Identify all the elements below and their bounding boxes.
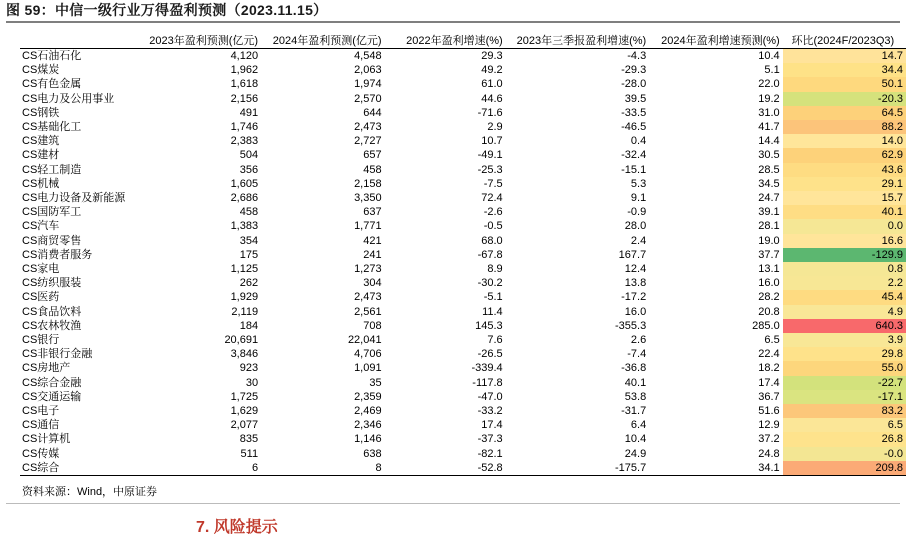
qoq-cell: 2.2 [783,276,906,290]
industry-name-cell: CS消费者服务 [22,248,93,261]
growth-2024-forecast-cell: 36.7 [758,390,780,403]
growth-2022-cell: -33.2 [477,405,503,418]
industry-name-cell: CS机械 [22,177,60,190]
qoq-cell: -129.9 [783,248,906,262]
forecast-2023-cell: 2,156 [230,92,259,105]
growth-2024-forecast-cell: 20.8 [758,305,780,318]
forecast-2024-cell: 2,473 [354,291,382,304]
qoq-cell: 4.9 [783,305,906,319]
growth-2023q3-cell: -0.9 [627,206,647,219]
header-2023-forecast: 2023年盈利预测(亿元) [149,35,259,47]
forecast-2023-cell: 2,077 [230,419,259,432]
forecast-2024-cell: 2,727 [354,135,382,148]
table-row [20,205,906,219]
table-row [20,248,906,262]
qoq-cell: 6.5 [783,418,906,432]
forecast-2024-cell: 2,561 [354,305,382,318]
growth-2024-forecast-cell: 12.9 [758,419,780,432]
growth-2023q3-cell: 16.0 [624,305,647,318]
forecast-2023-cell: 175 [239,248,259,261]
forecast-2023-cell: 354 [239,234,259,247]
growth-2022-cell: -5.1 [483,291,503,304]
forecast-2024-cell: 1,146 [354,433,382,446]
industry-name-cell: CS纺织服装 [22,277,82,290]
forecast-2023-cell: 835 [239,433,259,446]
table-row [20,390,906,404]
growth-2023q3-cell: -15.1 [621,163,647,176]
growth-2024-forecast-cell: 28.1 [758,220,780,233]
forecast-2023-cell: 1,605 [230,177,259,190]
forecast-2023-cell: 1,125 [230,263,259,276]
growth-2022-cell: -30.2 [477,277,503,290]
industry-name-cell: CS轻工制造 [22,163,82,176]
growth-2023q3-cell: -33.5 [621,106,647,119]
growth-2023q3-cell: -31.7 [621,405,647,418]
growth-2022-cell: 68.0 [481,234,503,247]
growth-2024-forecast-cell: 34.1 [758,461,780,474]
forecast-2023-cell: 6 [251,461,259,474]
forecast-2023-cell: 2,686 [230,192,259,205]
forecast-2024-cell: 4,548 [354,50,382,62]
growth-2022-cell: 49.2 [481,64,503,77]
growth-2023q3-cell: -32.4 [621,149,647,162]
qoq-cell: 3.9 [783,333,906,347]
growth-2022-cell: -26.5 [477,348,503,361]
forecast-2024-cell: 2,359 [354,390,382,403]
forecast-2023-cell: 504 [239,149,259,162]
growth-2024-forecast-cell: 28.2 [758,291,780,304]
forecast-2023-cell: 30 [245,376,259,389]
qoq-cell: 0.0 [783,219,906,233]
forecast-2024-cell: 8 [375,461,382,474]
forecast-2024-cell: 1,974 [354,78,382,91]
table-row [20,447,906,461]
growth-2024-forecast-cell: 19.0 [758,234,780,247]
industry-name-cell: CS交通运输 [22,390,82,403]
forecast-2024-cell: 1,091 [354,362,382,375]
qoq-cell: 16.6 [783,234,906,248]
growth-2024-forecast-cell: 37.2 [758,433,780,446]
qoq-cell: -0.0 [783,447,906,461]
growth-2023q3-cell: 12.4 [624,263,647,276]
industry-name-cell: CS电力设备及新能源 [22,192,126,205]
growth-2022-cell: -339.4 [471,362,503,375]
qoq-cell: 209.8 [783,461,906,476]
growth-2023q3-cell: 24.9 [624,447,647,460]
growth-2024-forecast-cell: 16.0 [758,277,780,290]
forecast-2024-cell: 304 [363,277,382,290]
forecast-2023-cell: 458 [239,206,259,219]
growth-2022-cell: 2.9 [487,121,503,134]
growth-2023q3-cell: 5.3 [630,177,647,190]
industry-name-cell: CS医药 [22,291,60,304]
growth-2024-forecast-cell: 31.0 [758,106,780,119]
industry-name-cell: CS煤炭 [22,64,60,77]
qoq-cell: 34.4 [783,63,906,77]
table-row [20,290,906,304]
profit-forecast-table [20,32,906,476]
growth-2022-cell: -71.6 [477,106,503,119]
growth-2023q3-cell: 6.4 [630,419,647,432]
industry-name-cell: CS基础化工 [22,121,82,134]
industry-name-cell: CS汽车 [22,220,60,233]
qoq-cell: -17.1 [783,390,906,404]
growth-2024-forecast-cell: 39.1 [758,206,780,219]
growth-2024-forecast-cell: 51.6 [758,405,780,418]
forecast-2023-cell: 2,119 [231,305,259,318]
header-qoq: 环比(2024F/2023Q3) [791,35,895,47]
figure-title: 图 59：中信一级行业万得盈利预测（2023.11.15） [6,2,328,18]
qoq-cell: 29.1 [783,177,906,191]
growth-2022-cell: -47.0 [477,390,503,403]
growth-2023q3-cell: 28.0 [624,220,647,233]
forecast-2023-cell: 184 [239,319,259,332]
growth-2023q3-cell: -7.4 [627,348,647,361]
growth-2022-cell: 11.4 [482,305,503,318]
growth-2022-cell: -25.3 [477,163,503,176]
growth-2023q3-cell: 2.4 [630,234,647,247]
growth-2024-forecast-cell: 41.7 [758,121,780,134]
forecast-2023-cell: 1,746 [230,121,259,134]
growth-2024-forecast-cell: 10.4 [758,50,780,62]
forecast-2023-cell: 1,962 [230,64,259,77]
table-row [20,361,906,375]
forecast-2024-cell: 3,350 [354,192,382,205]
industry-name-cell: CS电力及公用事业 [22,92,115,105]
header-2024-growth-forecast: 2024年盈利增速预测(%) [661,35,780,47]
growth-2024-forecast-cell: 17.4 [758,376,780,389]
industry-name-cell: CS通信 [22,419,60,432]
growth-2022-cell: -82.1 [477,447,503,460]
growth-2022-cell: 44.6 [481,92,503,105]
table-row [20,376,906,390]
growth-2022-cell: 17.4 [481,419,503,432]
qoq-cell: -22.7 [783,376,906,390]
table-row [20,92,906,106]
forecast-2024-cell: 638 [363,447,382,460]
table-row [20,404,906,418]
growth-2024-forecast-cell: 13.1 [758,263,780,276]
industry-name-cell: CS建筑 [22,135,60,148]
growth-2024-forecast-cell: 14.4 [758,135,780,148]
forecast-2024-cell: 241 [363,248,382,261]
growth-2023q3-cell: -355.3 [615,319,647,332]
qoq-cell: -20.3 [783,92,906,106]
forecast-2023-cell: 511 [240,447,259,460]
growth-2024-forecast-cell: 22.0 [758,78,780,91]
industry-name-cell: CS建材 [22,149,60,162]
qoq-cell: 26.8 [783,432,906,446]
table-row [20,461,906,476]
qoq-cell: 50.1 [783,77,906,91]
header-industry [20,32,138,49]
table-row [20,163,906,177]
next-section-heading: 7. 风险提示 [196,519,278,536]
source-note: 资料来源：Wind，中原证券 [22,486,158,498]
growth-2022-cell: -37.3 [477,433,503,446]
forecast-2024-cell: 2,570 [354,92,382,105]
qoq-cell: 45.4 [783,290,906,304]
forecast-2024-cell: 22,041 [347,334,382,347]
growth-2024-forecast-cell: 18.2 [758,362,780,375]
growth-2023q3-cell: 40.1 [624,376,647,389]
table-row [20,77,906,91]
growth-2023q3-cell: 9.1 [630,192,647,205]
growth-2022-cell: -52.8 [477,461,503,474]
qoq-cell: 55.0 [783,361,906,375]
forecast-2023-cell: 262 [239,277,259,290]
growth-2022-cell: 8.9 [487,263,503,276]
forecast-2024-cell: 2,346 [354,419,382,432]
forecast-2024-cell: 1,273 [354,263,382,276]
industry-name-cell: CS石油石化 [22,50,82,62]
industry-name-cell: CS电子 [22,405,60,418]
growth-2022-cell: -2.6 [483,206,503,219]
qoq-cell: 15.7 [783,191,906,205]
forecast-2023-cell: 923 [239,362,259,375]
industry-name-cell: CS商贸零售 [22,234,82,247]
industry-name-cell: CS国防军工 [22,206,82,219]
forecast-2024-cell: 657 [363,149,382,162]
forecast-2023-cell: 1,929 [230,291,259,304]
forecast-2024-cell: 1,771 [354,220,382,233]
table-row [20,347,906,361]
growth-2024-forecast-cell: 19.2 [758,92,780,105]
table-row [20,120,906,134]
growth-2024-forecast-cell: 28.5 [758,163,780,176]
growth-2023q3-cell: -29.3 [621,64,647,77]
growth-2022-cell: 10.7 [481,135,503,148]
header-2022-growth: 2022年盈利增速(%) [406,35,503,47]
growth-2022-cell: 145.3 [475,319,503,332]
forecast-2024-cell: 4,706 [354,348,382,361]
growth-2023q3-cell: 0.4 [630,135,647,148]
forecast-2024-cell: 2,063 [354,64,382,77]
table-row [20,63,906,77]
growth-2023q3-cell: 167.7 [618,248,647,261]
table-row [20,432,906,446]
industry-name-cell: CS综合 [22,461,60,474]
growth-2023q3-cell: 2.6 [630,334,647,347]
table-row [20,134,906,148]
growth-2023q3-cell: -28.0 [621,78,647,91]
growth-2022-cell: -0.5 [483,220,503,233]
growth-2022-cell: -117.8 [472,376,503,389]
industry-name-cell: CS房地产 [22,362,71,375]
growth-2024-forecast-cell: 285.0 [752,319,780,332]
table-row [20,148,906,162]
forecast-2023-cell: 1,618 [230,78,259,91]
growth-2023q3-cell: -17.2 [621,291,647,304]
table-header-row [20,32,906,49]
growth-2024-forecast-cell: 5.1 [764,64,780,77]
forecast-2023-cell: 3,846 [230,348,259,361]
qoq-cell: 14.7 [783,49,906,64]
table-row [20,418,906,432]
forecast-2023-cell: 2,383 [230,135,259,148]
table-row [20,234,906,248]
qoq-cell: 0.8 [783,262,906,276]
forecast-2024-cell: 708 [363,319,382,332]
forecast-2023-cell: 491 [239,106,259,119]
forecast-2023-cell: 1,383 [230,220,259,233]
industry-name-cell: CS食品饮料 [22,305,82,318]
growth-2023q3-cell: -46.5 [621,121,647,134]
growth-2022-cell: -7.5 [483,177,503,190]
qoq-cell: 640.3 [783,319,906,333]
header-2024-forecast: 2024年盈利预测(亿元) [272,35,382,47]
growth-2023q3-cell: -36.8 [621,362,647,375]
forecast-2023-cell: 4,120 [230,50,259,62]
table-row [20,333,906,347]
forecast-2023-cell: 1,725 [230,390,259,403]
table-row [20,191,906,205]
growth-2022-cell: 7.6 [487,334,503,347]
growth-2024-forecast-cell: 24.8 [758,447,780,460]
forecast-2023-cell: 20,691 [224,334,259,347]
growth-2024-forecast-cell: 22.4 [758,348,780,361]
qoq-cell: 43.6 [783,163,906,177]
forecast-2023-cell: 1,629 [230,405,259,418]
qoq-cell: 40.1 [783,205,906,219]
industry-name-cell: CS非银行金融 [22,348,93,361]
forecast-2024-cell: 644 [363,106,382,119]
table-row [20,106,906,120]
industry-name-cell: CS钢铁 [22,106,60,119]
forecast-2024-cell: 421 [363,234,382,247]
growth-2022-cell: -67.8 [477,248,503,261]
growth-2023q3-cell: -175.7 [615,461,647,474]
growth-2023q3-cell: 53.8 [624,390,647,403]
qoq-cell: 64.5 [783,106,906,120]
growth-2023q3-cell: -4.3 [627,50,647,62]
growth-2024-forecast-cell: 30.5 [758,149,780,162]
table-row [20,49,906,64]
forecast-2024-cell: 458 [363,163,382,176]
industry-name-cell: CS有色金属 [22,78,82,91]
table-row [20,276,906,290]
growth-2024-forecast-cell: 37.7 [758,248,780,261]
growth-2024-forecast-cell: 6.5 [764,334,780,347]
table-row [20,177,906,191]
table-row [20,262,906,276]
forecast-2024-cell: 2,469 [354,405,382,418]
growth-2024-forecast-cell: 34.5 [758,177,780,190]
growth-2023q3-cell: 13.8 [624,277,647,290]
growth-2023q3-cell: 10.4 [624,433,647,446]
growth-2023q3-cell: 39.5 [624,92,647,105]
industry-name-cell: CS传媒 [22,447,60,460]
forecast-2023-cell: 356 [239,163,259,176]
forecast-2024-cell: 2,158 [354,177,382,190]
industry-name-cell: CS家电 [22,263,60,276]
table-row [20,219,906,233]
industry-name-cell: CS银行 [22,334,60,347]
industry-name-cell: CS计算机 [22,433,71,446]
table-row [20,305,906,319]
qoq-cell: 88.2 [783,120,906,134]
growth-2022-cell: 72.4 [481,192,503,205]
industry-name-cell: CS农林牧渔 [22,319,82,332]
forecast-2024-cell: 637 [363,206,382,219]
qoq-cell: 14.0 [783,134,906,148]
growth-2022-cell: 61.0 [481,78,503,91]
industry-name-cell: CS综合金融 [22,376,82,389]
header-2023q3-growth: 2023年三季报盈利增速(%) [516,35,647,47]
growth-2022-cell: -49.1 [477,149,503,162]
footer-divider [6,503,900,504]
growth-2024-forecast-cell: 24.7 [758,192,780,205]
qoq-cell: 83.2 [783,404,906,418]
growth-2022-cell: 29.3 [481,50,503,62]
forecast-2024-cell: 2,473 [354,121,382,134]
qoq-cell: 29.8 [783,347,906,361]
forecast-2024-cell: 35 [369,376,382,389]
title-divider [6,21,900,23]
qoq-cell: 62.9 [783,148,906,162]
table-row [20,319,906,333]
